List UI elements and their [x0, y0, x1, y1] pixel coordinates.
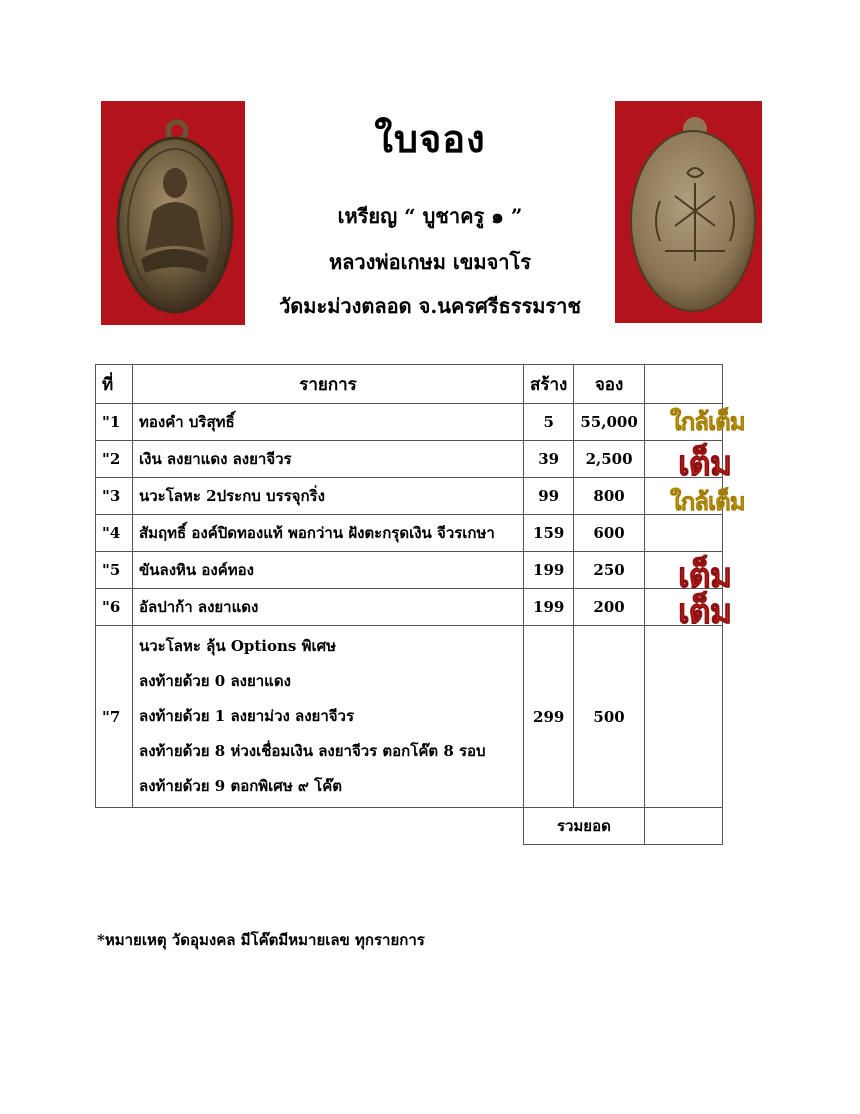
reservation-table: [95, 364, 723, 845]
table-row: [96, 515, 723, 552]
medal-front-drawing: [101, 101, 245, 325]
status-stamp-full: เต็ม: [678, 444, 732, 484]
table-row: [96, 441, 723, 478]
row-price: 600: [574, 515, 644, 552]
total-label: รวมยอด: [524, 808, 645, 845]
header-qty: สร้าง: [524, 365, 574, 404]
option-line: ลงท้ายด้วย 8 ห่วงเชื่อมเงิน ลงยาจีวร ตอกโค๊ต 8 รอบ: [139, 742, 486, 760]
medal-name: เหรียญ “ บูชาครู ๑ ”: [337, 204, 523, 228]
header-status: [644, 365, 722, 404]
row-item: อัลปาก้า ลงยาแดง: [133, 589, 524, 626]
monk-name: หลวงพ่อเกษม เขมจาโร: [328, 250, 532, 274]
table-row: [96, 552, 723, 589]
row-item: ขันลงหิน องค์ทอง: [133, 552, 524, 589]
row-price: 2,500: [574, 441, 644, 478]
row-qty: 199: [524, 589, 574, 626]
row-qty: 159: [524, 515, 574, 552]
row-qty: 299: [524, 626, 574, 808]
row-qty: 39: [524, 441, 574, 478]
row-item: นวะโลหะ 2ประกบ บรรจุกริ่ง: [133, 478, 524, 515]
table-row: [96, 589, 723, 626]
row-no: "4: [96, 515, 133, 552]
status-stamp-near-full: ใกล้เต็ม: [670, 488, 745, 516]
row-qty: 99: [524, 478, 574, 515]
row-no: "3: [96, 478, 133, 515]
row-qty: 199: [524, 552, 574, 589]
row-no: "1: [96, 404, 133, 441]
status-stamp-full: เต็ม: [678, 592, 732, 632]
row-no: "7: [96, 626, 133, 808]
header-item: รายการ: [133, 365, 524, 404]
footnote: *หมายเหตุ วัดอุมงคล มีโค๊ตมีหมายเลข ทุกรายการ: [97, 931, 425, 949]
row-item: เงิน ลงยาแดง ลงยาจีวร: [133, 441, 524, 478]
row-price: 250: [574, 552, 644, 589]
header-no: ที่: [96, 365, 133, 404]
row-no: "6: [96, 589, 133, 626]
option-line: ลงท้ายด้วย 1 ลงยาม่วง ลงยาจีวร: [139, 707, 355, 725]
table-row: [96, 626, 723, 808]
table-row: [96, 478, 723, 515]
total-row: [96, 808, 723, 845]
option-line: นวะโลหะ ลุ้น Options พิเศษ: [139, 637, 336, 655]
total-value-cell: [644, 808, 722, 845]
row-no: "2: [96, 441, 133, 478]
table-header-row: [96, 365, 723, 404]
row-item: ทองคำ บริสุทธิ์: [133, 404, 524, 441]
row-qty: 5: [524, 404, 574, 441]
table-row: [96, 404, 723, 441]
temple-name: วัดมะม่วงตลอด จ.นครศรีธรรมราช: [279, 294, 581, 318]
medal-front-image: [101, 101, 245, 325]
header-price: จอง: [574, 365, 644, 404]
status-stamp-full: เต็ม: [678, 556, 732, 596]
row-item: สัมฤทธิ์ องค์ปิดทองแท้ พอกว่าน ฝังตะกรุดเงิน จีวรเกษา: [133, 515, 524, 552]
medal-back-image: [615, 101, 762, 323]
page-title: ใบจอง: [374, 116, 486, 161]
row-no: "5: [96, 552, 133, 589]
option-line: ลงท้ายด้วย 9 ตอกพิเศษ ๙ โค๊ต: [139, 777, 342, 795]
medal-back-drawing: [615, 101, 762, 323]
row-status-cell: [644, 626, 722, 808]
row-price: 200: [574, 589, 644, 626]
option-line: ลงท้ายด้วย 0 ลงยาแดง: [139, 672, 291, 690]
row-price: 500: [574, 626, 644, 808]
status-stamp-near-full: ใกล้เต็ม: [670, 408, 745, 436]
row-item-options: [133, 626, 524, 808]
row-price: 800: [574, 478, 644, 515]
row-price: 55,000: [574, 404, 644, 441]
